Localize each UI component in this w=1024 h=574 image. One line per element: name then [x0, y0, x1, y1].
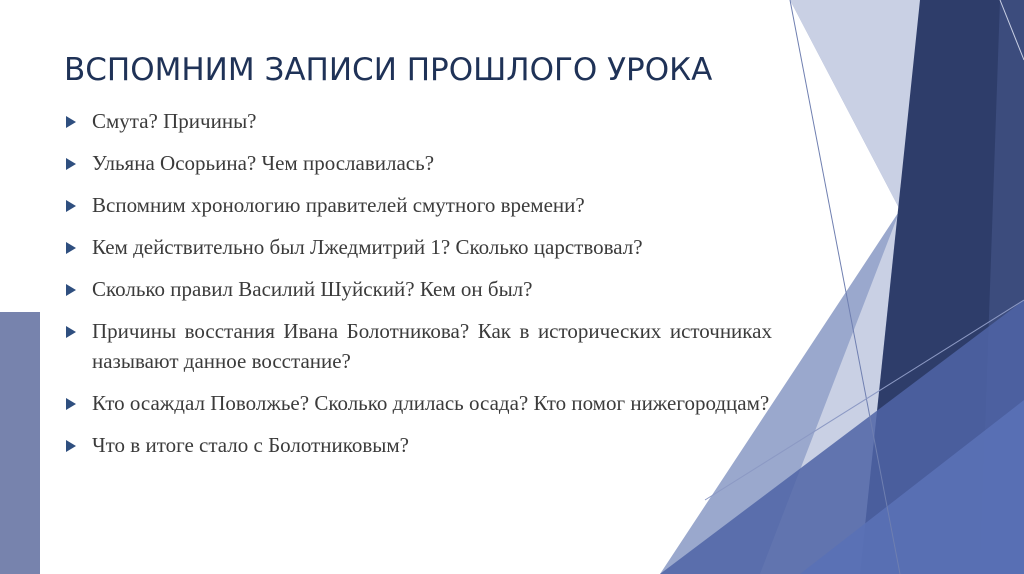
list-item: [64, 148, 772, 178]
list-item: [64, 232, 772, 262]
list-item-text: Кем действительно был Лжедмитрий 1? Сколько царствовал?: [92, 235, 643, 259]
triangle-bullet-icon: [66, 242, 76, 254]
bullet-list: [64, 106, 772, 472]
list-item: [64, 106, 772, 136]
list-item: [64, 274, 772, 304]
triangle-bullet-icon: [66, 326, 76, 338]
list-item-text: Ульяна Осорьина? Чем прославилась?: [92, 151, 435, 175]
list-item-text: Смута? Причины?: [92, 109, 257, 133]
list-item: [64, 430, 772, 460]
left-strip-shape: [0, 312, 40, 574]
triangle-bullet-icon: [66, 284, 76, 296]
triangle-bullet-icon: [66, 440, 76, 452]
list-item-text: Что в итоге стало с Болотниковым?: [92, 433, 409, 457]
list-item: [64, 388, 772, 418]
triangle-bullet-icon: [66, 116, 76, 128]
triangle-bullet-icon: [66, 398, 76, 410]
list-item-text: Вспомним хронологию правителей смутного времени?: [92, 193, 585, 217]
list-item-text: Кто осаждал Поволжье? Сколько длилась осада? Кто помог нижегородцам?: [92, 391, 770, 415]
triangle-bullet-icon: [66, 158, 76, 170]
list-item: [64, 316, 772, 376]
slide-title: ВСПОМНИМ ЗАПИСИ ПРОШЛОГО УРОКА: [64, 52, 713, 88]
list-item: [64, 190, 772, 220]
triangle-bullet-icon: [66, 200, 76, 212]
list-item-text: Причины восстания Ивана Болотникова? Как в исторических источниках называют данное восстание?: [92, 319, 772, 373]
list-item-text: Сколько правил Василий Шуйский? Кем он был?: [92, 277, 533, 301]
